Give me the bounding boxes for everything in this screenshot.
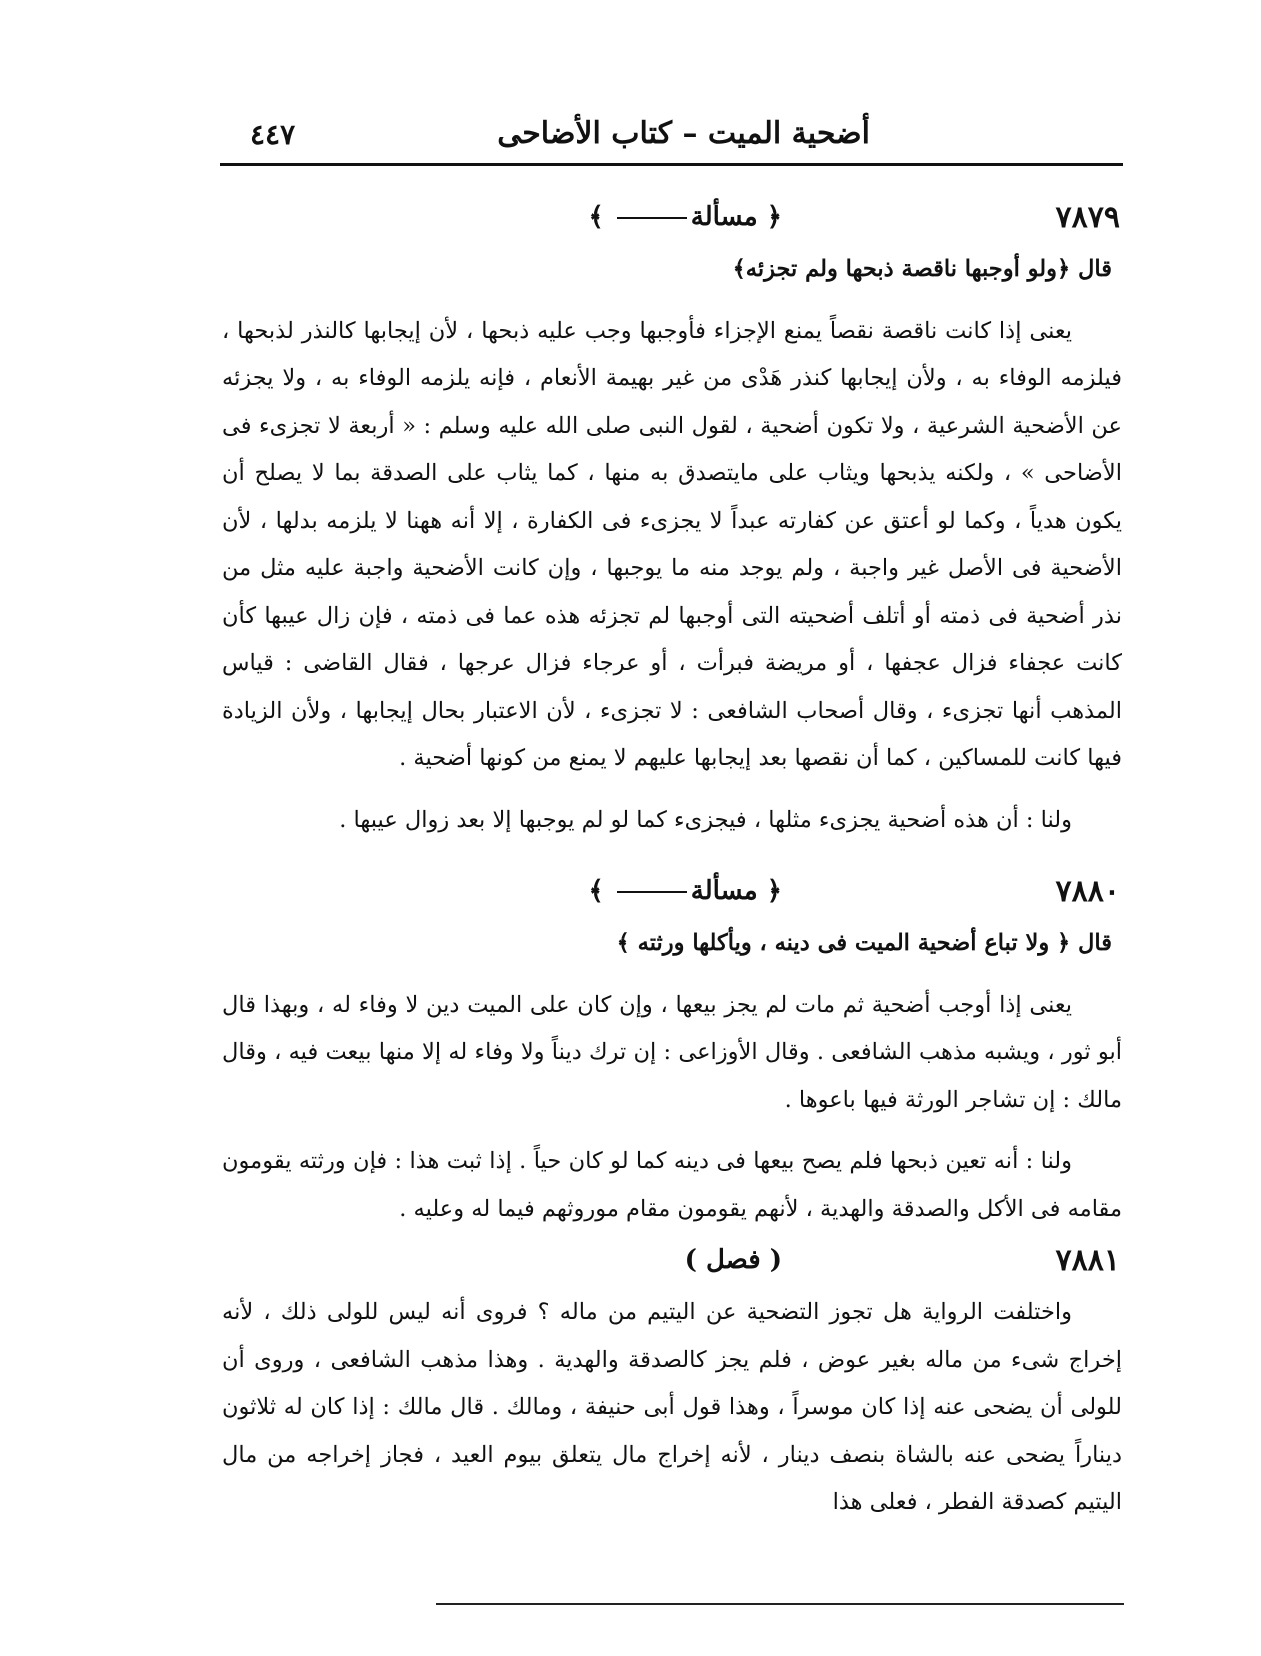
page-number: ٤٤٧ xyxy=(250,118,296,151)
page-header xyxy=(220,112,1120,160)
matn-quote: قال ﴿ولو أوجبها ناقصة ذبحها ولم تجزئه﴾ xyxy=(732,256,1112,282)
footer-rule xyxy=(436,1603,1124,1605)
section-label-text: مسألة xyxy=(690,202,758,232)
matn-quote: قال ﴿ ولا تباع أضحية الميت فى دينه ، ويأكلها ورثته ﴾ xyxy=(616,930,1112,956)
section-label: ﴿ مسألة ﴾ xyxy=(588,202,782,232)
label-line xyxy=(617,217,687,219)
section-number: ٧٨٧٩ xyxy=(1055,200,1120,235)
commentary-paragraph: واختلفت الرواية هل تجوز التضحية عن اليتيم من ماله ؟ فروى أنه ليس للولى ذلك ، لأنه إخراج شىء من ماله بغير عوض ، فلم يجز كالصدقة والهدية . وهذا مذهب الشافعى ، وروى أن للولى أن يضحى عنه إذا كان موسراً ، وهذا قول أبى حنيفة ، ومالك . قال مالك : إذا كان له ثلاثون ديناراً يضحى عنه بالشاة بنصف دينار ، لأنه إخراج مال يتعلق بيوم العيد ، فجاز إخراجه من مال اليتيم كصدقة الفطر ، فعلى هذا xyxy=(222,1299,1122,1515)
section-label-text: مسألة xyxy=(690,876,758,906)
page-body xyxy=(222,190,1122,1527)
section-heading-7881 xyxy=(222,1233,1122,1289)
label-line xyxy=(617,891,687,893)
commentary-paragraph: يعنى إذا أوجب أضحية ثم مات لم يجز بيعها ، وإن كان على الميت دين لا وفاء له ، وبهذا قال أبو ثور ، ويشبه مذهب الشافعى . وقال الأوزاعى : إن ترك ديناً ولا وفاء له إلا منها بيعت فيه ، وقال مالك : إن تشاجر الورثة فيها باعوها . xyxy=(222,991,1122,1113)
running-title: أضحية الميت – كتاب الأضاحى xyxy=(497,116,870,151)
header-rule xyxy=(220,163,1123,166)
section-number: ٧٨٨٠ xyxy=(1055,874,1120,909)
commentary-paragraph: ولنا : أنه تعين ذبحها فلم يصح بيعها فى دينه كما لو كان حياً . إذا ثبت هذا : فإن ورثته يقومون مقامه فى الأكل والصدقة والهدية ، لأنهم يقومون مقام موروثهم فيما له وعليه . xyxy=(222,1148,1122,1222)
commentary-paragraph: يعنى إذا كانت ناقصة نقصاً يمنع الإجزاء فأوجبها وجب عليه ذبحها ، لأن إيجابها كالنذر لذبحها ، فيلزمه الوفاء به ، ولأن إيجابها كنذر هَدْى من غير بهيمة الأنعام ، فإنه يلزمه الوفاء به ، ولا يجزئه عن الأضحية الشرعية ، ولا تكون أضحية ، لقول النبى صلى الله عليه وسلم : « أربعة لا تجزىء فى الأضاحى » ، ولكنه يذبحها ويثاب على مايتصدق به منها ، كما يثاب على الصدقة بما لا يصلح أن يكون هدياً ، وكما لو أعتق عن كفارته عبداً لا يجزىء فى الكفارة ، إلا أنه ههنا لا يلزمه بدلها ، لأن الأضحية فى الأصل غير واجبة ، ولم يوجد منه ما يوجبها ، وإن كانت الأضحية واجبة عليه مثل من نذر أضحية فى ذمته أو أتلف أضحيته التى أوجبها لم تجزئه هذه عما فى ذمته ، فإن زال عيبها كأن كانت عجفاء فزال عجفها ، أو مريضة فبرأت ، أو عرجاء فزال عرجها ، فقال القاضى : قياس المذهب أنها تجزىء ، وقال أصحاب الشافعى : لا تجزىء ، لأن الاعتبار بحال إيجابها ، ولأن الزيادة فيها كانت للمساكين ، كما أن نقصها بعد إيجابها عليهم لا يمنع من كونها أضحية . xyxy=(222,317,1122,771)
section-label: ﴿ مسألة ﴾ xyxy=(588,876,782,906)
section-number: ٧٨٨١ xyxy=(1055,1243,1120,1278)
section-heading-7880 xyxy=(222,864,1122,920)
commentary-paragraph: ولنا : أن هذه أضحية يجزىء مثلها ، فيجزىء كما لو لم يوجبها إلا بعد زوال عيبها . xyxy=(339,806,1072,833)
section-label: ( فصل ) xyxy=(684,1245,782,1275)
section-heading-7879 xyxy=(222,190,1122,246)
